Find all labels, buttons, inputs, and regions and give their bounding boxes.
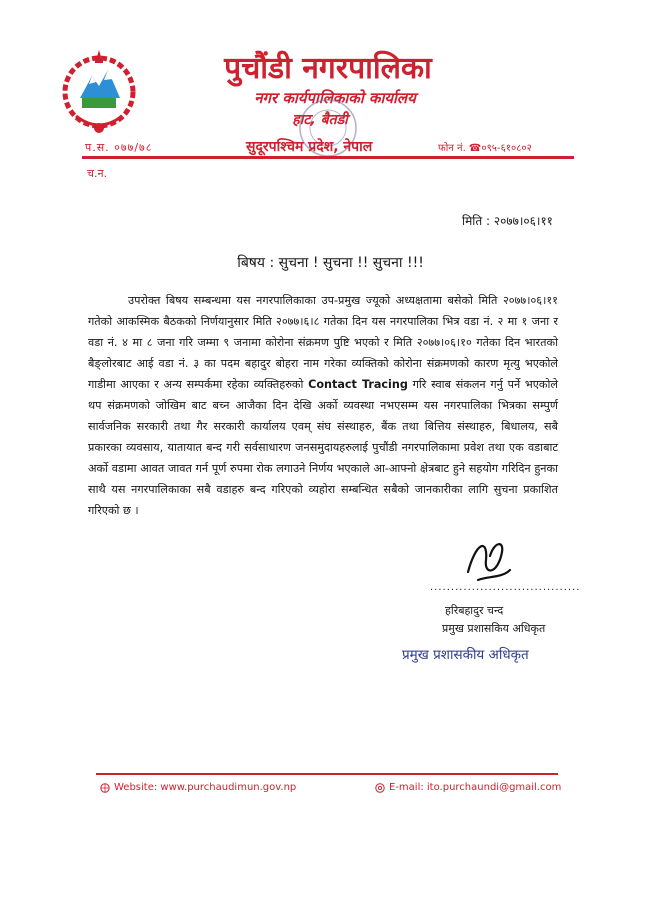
body-paragraph	[88, 290, 558, 521]
website-text: Website: www.purchaudimun.gov.np	[114, 782, 297, 793]
globe-icon	[100, 783, 110, 793]
signature-icon	[458, 532, 518, 586]
header-divider	[82, 156, 574, 159]
body-text-part1: उपरोक्त बिषय सम्बन्धमा यस नगरपालिकाका उप-प्रमुख ज्यूको अध्यक्षतामा बसेको मिति २०७७।०६।११ गतेको आकस्मिक बैठकको निर्णयानुसार मिति २०७७।६।८ गतेका दिन यस नगरपालिका भित्र वडा नं. २ मा १ जना र वडा नं. ४ मा ८ जना गरि जम्मा ९ जनामा कोरोना संक्रमण पुष्टि भएको र मिति २०७७।०६।१० गतेका दिन भारतको बैङ्लोरबाट आई वडा नं. ३ का पदम बहादुर बोहरा नाम गरेका व्यक्तिको कोरोना संक्रमणको कारण मृत्यु भएकोले गाडीमा आएका र अन्य सम्पर्कमा रहेका व्यक्तिहरुको	[88, 294, 558, 391]
office-location: हाट, बैतडी	[292, 112, 348, 128]
reference-number: प.स. ०७७/७८	[85, 141, 153, 154]
letter-subject: बिषय : सुचना ! सुचना !! सुचना !!!	[237, 255, 424, 271]
footer-divider	[96, 773, 558, 775]
footer-email	[375, 782, 561, 793]
signatory-title: प्रमुख प्रशासकिय अधिकृत	[442, 622, 546, 635]
email-text: E-mail: ito.purchaundi@gmail.com	[389, 782, 562, 793]
at-sign-icon	[375, 783, 385, 793]
office-name: नगर कार्यपालिकाको कार्यालय	[254, 89, 416, 107]
nepal-emblem-icon	[58, 46, 140, 136]
letter-body	[88, 290, 558, 521]
contact-tracing-term: Contact Tracing	[308, 378, 408, 391]
phone-number: फोन नं. ☎०९५-६१०८०२	[438, 143, 532, 154]
organization-name: पुचौंडी नगरपालिका	[224, 51, 432, 86]
letter-date: मिति : २०७७।०६।११	[462, 214, 553, 228]
dispatch-number: च.न.	[87, 167, 108, 180]
body-text-part2: गरि स्वाब संकलन गर्नु पर्ने भएकोले थप संक्रमणको जोखिम बाट बच्न आजैका दिन देखि अर्को व्यवस्था नभएसम्म यस नगरपालिका भित्रका सम्पुर्ण सार्वजनिक सरकारी तथा गैर सरकारी कार्यालय एवम् संघ संस्थाहरु, बैंक तथा बित्तिय संस्थाहरु, बिधालय, सबै प्रकारका व्यवसाय, यातायात बन्द गरी सर्वसाधारण जनसमुदायहरुलाई पुचौंडी नगरपालिकामा प्रवेश तथा एक वडाबाट अर्को वडामा आवत जावत गर्न पूर्ण रुपमा रोक लगाउने निर्णय भएकाले आ-आफ्नो क्षेत्रबाट हुने सहयोग गरिदिन हुनका साथै यस नगरपालिकाका सबै वडाहरु बन्द गरिएको व्यहोरा सम्बन्धित सबैको जानकारीका लागि सुचना प्रकाशित गरिएको छ ।	[88, 378, 559, 517]
signatory-name: हरिबहादुर चन्द	[445, 604, 504, 617]
signature-line: ....................................	[430, 582, 581, 593]
signatory-stamp: प्रमुख प्रशासकीय अधिकृत	[402, 647, 529, 663]
province-name: सुदूरपश्चिम प्रदेश, नेपाल	[246, 139, 373, 155]
footer-website	[100, 782, 296, 793]
